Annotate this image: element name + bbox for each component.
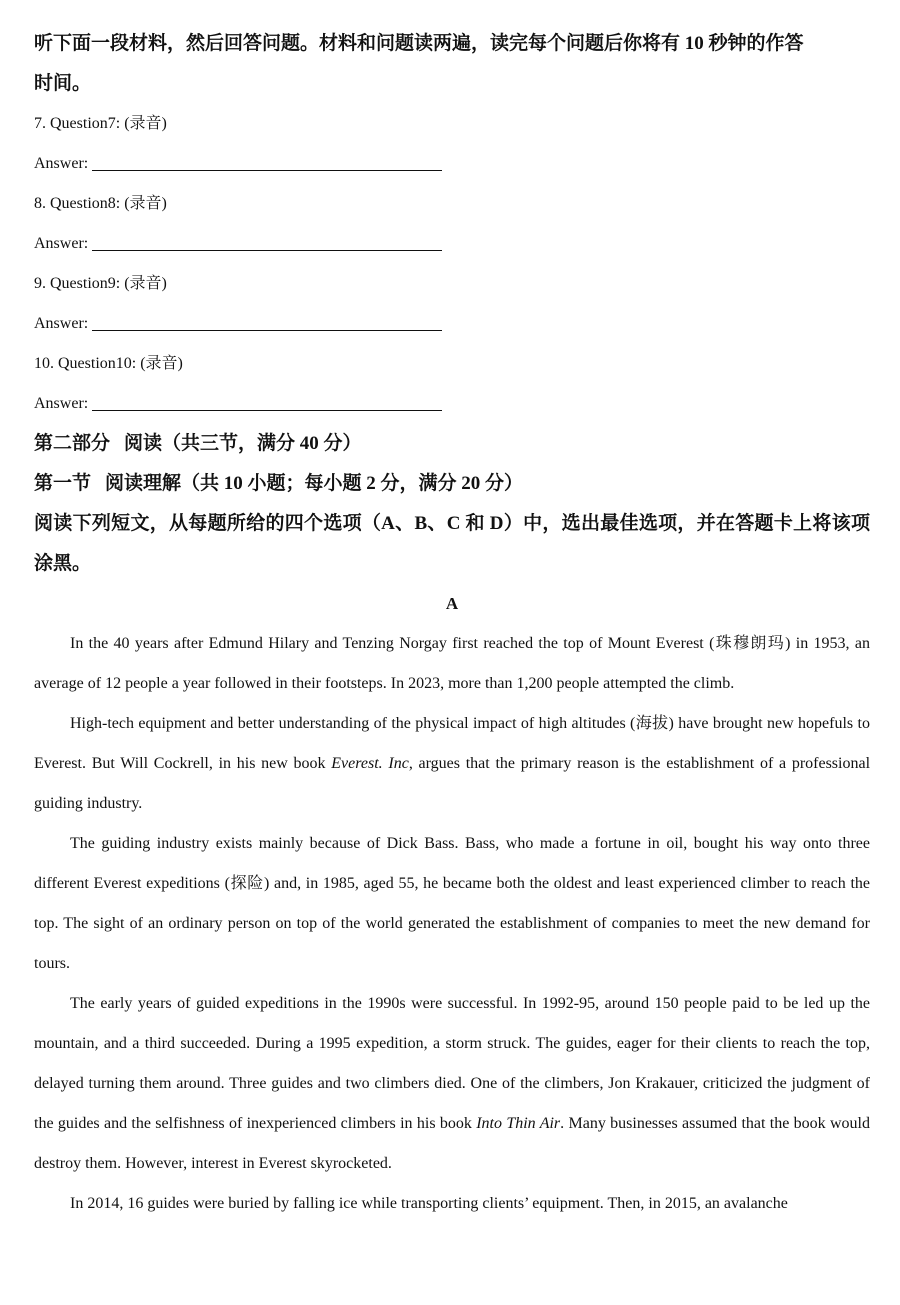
- paragraph-text: , argues that the primary reason is the establishment of a professional guiding industry.: [34, 755, 871, 812]
- answer-blank-9[interactable]: [92, 329, 442, 331]
- part2-heading: [34, 424, 870, 464]
- passage-paragraph-3: The guiding industry exists mainly because of Dick Bass. Bass, who made a fortune in oil, bought his way onto three different Everest expeditions (探险) and, in 1985, aged 55, he became both the oldest and least experienced climber to reach the top. The sight of an ordinary person on top of the world generated the establishment of companies to meet the new demand for tours.: [34, 835, 870, 972]
- answer-row-8: [34, 224, 870, 264]
- answer-label: Answer:: [34, 155, 89, 172]
- question-8: 8. Question8: (录音): [34, 195, 167, 212]
- passage-letter: A: [445, 594, 459, 613]
- question-list: [34, 104, 870, 424]
- answer-blank-10[interactable]: [92, 409, 442, 411]
- section1-heading: [34, 464, 870, 504]
- passage-paragraph-2: [34, 704, 870, 824]
- answer-blank-7[interactable]: [92, 169, 442, 171]
- answer-row-7: [34, 144, 870, 184]
- passage-paragraph-4: [34, 984, 870, 1184]
- passage-paragraph-5: In 2014, 16 guides were buried by falling ice while transporting clients’ equipment. Then, in 2015, an avalanche: [70, 1195, 788, 1212]
- answer-label: Answer:: [34, 395, 89, 412]
- document-page: [34, 24, 870, 1224]
- paragraph-text: The early years of guided expeditions in the 1990s were successful. In 1992-95, around 150 people paid to be led up the mountain, and a third succeeded. During a 1995 expedition, a storm struck. The guides, eager for their clients to reach the top, delayed turning them around. Three guides and two climbers died. One of the climbers, Jon Krakauer, criticized the judgment of the guides and the selfishness of inexperienced climbers in his book: [34, 995, 870, 1132]
- question-10: 10. Question10: (录音): [34, 355, 183, 372]
- part2-title: 阅读（共三节，满分 40 分）: [124, 433, 362, 454]
- instruction-line-1: 听下面一段材料，然后回答问题。材料和问题读两遍，读完每个问题后你将有 10 秒钟的作答: [34, 33, 804, 54]
- passage-paragraph-1: In the 40 years after Edmund Hilary and Tenzing Norgay first reached the top of Mount Everest (珠穆朗玛) in 1953, an average of 12 people a year followed in their footsteps. In 2023, more than 1,200 people attempted the climb.: [34, 635, 870, 692]
- answer-label: Answer:: [34, 315, 89, 332]
- reading-directions: 阅读下列短文，从每题所给的四个选项（A、B、C 和 D）中，选出最佳选项，并在答题卡上将该项涂黑。: [34, 513, 870, 574]
- part2-label: 第二部分: [34, 433, 111, 454]
- answer-row-10: [34, 384, 870, 424]
- section1-label: 第一节: [34, 473, 92, 494]
- answer-row-9: [34, 304, 870, 344]
- question-7: 7. Question7: (录音): [34, 115, 167, 132]
- section1-title: 阅读理解（共 10 小题；每小题 2 分，满分 20 分）: [105, 473, 524, 494]
- answer-blank-8[interactable]: [92, 249, 442, 251]
- book-title: Into Thin Air: [476, 1115, 561, 1132]
- paragraph-text: High-tech equipment and better understanding of the physical impact of high altitudes (海拔) have brought new hopefuls to Everest. But Will Cockrell, in his new book: [34, 715, 870, 772]
- paragraph-text: . Many businesses assumed that the book would destroy them. However, interest in Everest skyrocketed.: [34, 1115, 870, 1172]
- listening-instructions: [34, 24, 870, 104]
- book-title: Everest. Inc: [331, 755, 409, 772]
- instruction-line-2: 时间。: [34, 73, 92, 94]
- answer-label: Answer:: [34, 235, 89, 252]
- question-9: 9. Question9: (录音): [34, 275, 167, 292]
